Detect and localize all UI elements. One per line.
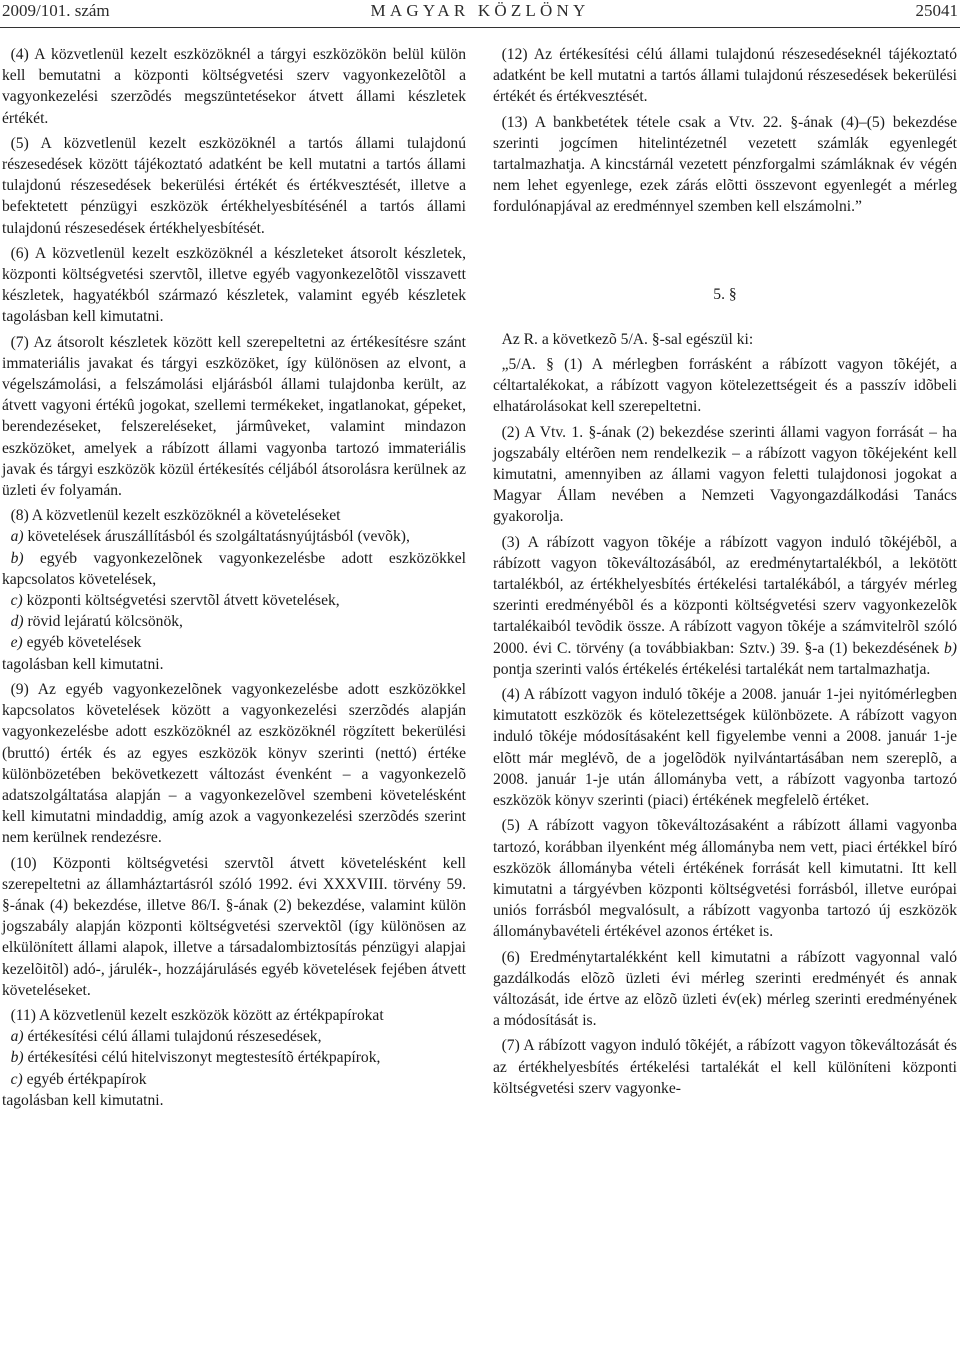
paragraph-8: (8) A közvetlenül kezelt eszközöknél a követeléseket [10,507,341,525]
list-item-8d [2,611,466,632]
list-label: b) [10,549,24,567]
list-label: a) [10,528,24,546]
paragraph-7: (7) Az átsorolt készletek között kell szerepeltetni az értékesítésre szánt immateriális javakat és tárgyi eszközöket, így különösen az elvont, a végelszámolási, a felszámolási eljárásból állami tulajdonba került, az átvett vagyoni értékû jogokat, szellemi termékeket, ingatlanokat, gépeket, berendezéseket, felszereléseket, jármûveket, valamint mindazon eszközöket, amelyek a rábízott állami vagyonba tartozó immateriális javak és tárgyi eszközök közül értékesítés céljából átsorolásra kerülnek az üzleti év folyamán. [2,333,466,500]
paragraph-6: (6) A közvetlenül kezelt eszközöknél a készleteket átsorolt készletek, központi költségvetési szervtõl, illetve egyéb vagyonkezelõtõl visszavett készletek, hagyatékból származó készletek, valamint egyéb készletek tagolásban kell kimutatni. [2,244,466,326]
list-item-8a [2,526,466,547]
list-end-8: tagolásban kell kimutatni. [2,655,164,673]
list-item-8c [2,590,466,611]
list-label: c) [10,1070,23,1088]
article-5a-para-4: (4) A rábízott vagyon induló tõkéje a 2008. január 1-jei nyitómérlegben kimutatott eszközök és kötelezettségek különbözete. A rábízott vagyon induló tõkéje módosításaként kell figyelembe venni a 2008. január 1-je elõtt már meglévõ, de a jogelõdök nyilvántartásában nem szereplõ, a 2008. január 1-je után állományba vett, a rábízott vagyonba tartozó eszközök könyv szerinti (piaci) értékének megfelelõ értéket. [493,686,957,810]
paragraph-11: (11) A közvetlenül kezelt eszközök között az értékpapírokat [10,1006,384,1024]
publication-title: MAGYAR KÖZLÖNY [370,1,590,20]
list-item-11b [2,1047,466,1068]
paragraph-4: (4) A közvetlenül kezelt eszközöknél a tárgyi eszközökön belül külön kell bemutatni a központi költségvetési szerv vagyonkezelõtõl a vagyonkezelési szerzõdés megszüntetésekor átvett állami készletek értékét. [2,46,466,127]
list-label: c) [10,592,23,610]
article-5a-para-6: (6) Eredménytartalékként kell kimutatni a rábízott vagyonnal való gazdálkodás elõzõ üzleti évi mérleg szerinti eredményét és annak változását, ide értve az elõzõ üzleti év(ek) mérleg szerinti eredményének a módosítását is. [493,948,957,1030]
paragraph-5: (5) A közvetlenül kezelt eszközöknél a tartós állami tulajdonú részesedések között tájékoztató adatként be kell mutatni a tartós állami tulajdonú részesedések bekerülési értékét és értékvesztését, illetve a befektetett pénzügyi eszközök értékhelyesbítésénél a tartós állami tulajdonú részesedések értékhelyesbítését. [2,134,466,237]
list-label: e) [10,634,23,652]
list-label: d) [10,613,24,631]
list-item-11c [2,1069,466,1090]
para-text: (3) A rábízott vagyon tõkéje a rábízott vagyon induló tõkéjébõl, a rábízott vagyon tõkeváltozásából, az eredménytartalékból, a lekötött tartalékból, az értékhelyesbítés értékelési tartalékából, a tárgyév mérleg szerinti eredményébõl és a központi költségvetési szerv vagyonkezelõk tartalékaiból tevõdik össze. A rábízott vagyon tõkéje a számvitelrõl szóló 2000. évi C. törvény (a továbbiakban: Sztv.) 39. §-a (1) bekezdésének [493,533,957,657]
list-text: értékesítési célú hitelviszonyt megtestesítõ értékpapírok, [27,1049,381,1067]
list-text: értékesítési célú állami tulajdonú részesedések, [27,1028,322,1046]
article-5a-para-5: (5) A rábízott vagyon tõkeváltozásaként a rábízott állami vagyonba tartozó, korábban ilyenként még állományba nem vett, piaci értékkel bíró eszközök állományba vételi értékének forrását kell kimutatni. Itt kell kimutatni a tárgyévben központi költségvetési forrásból, illetve európai uniós forrásból megvalósult, a rábízott vagyonba tartozó új eszközök állománybavételi értékével azonos értéket is. [493,817,957,941]
article-5a-para-7: (7) A rábízott vagyon induló tõkéjét, a rábízott vagyon tõkeváltozását és az értékhelyesbítés értékelési tartalékát el kell különíteni központi költségvetési szerv vagyonke- [493,1037,957,1097]
right-column [493,44,957,1099]
list-text: követelések áruszállításból és szolgáltatásnyújtásból (vevõk), [27,528,410,546]
list-label: b) [10,1049,24,1067]
paragraph-10: (10) Központi költségvetési szervtõl átvett követelésként kell szerepeltetni az államháztartásról szóló 1992. évi XXXVIII. törvény 59. §-ának (4) bekezdése, illetve 86/I. §-ának (2) bekezdése, valamint külön jogszabály alapján központi költségvetési szervektõl (így különösen az elkülönített állami alapok, illetve a társadalombiztosítás pénzügyi alapjai kezelõitõl) adó-, járulék-, hozzájárulásés egyéb követelések fejében átvett követeléseket. [2,854,466,999]
list-item-8b [2,548,466,590]
amendment-intro: Az R. a következõ 5/A. §-sal egészül ki: [501,330,754,348]
section-heading: 5. § [713,285,737,303]
list-text: rövid lejáratú kölcsönök, [27,613,183,631]
page-number: 25041 [915,1,958,20]
issue-number: 2009/101. szám [2,1,110,20]
article-5a-para-2: (2) A Vtv. 1. §-ának (2) bekezdése szerinti állami vagyon forrását – ha jogszabály eltérõen nem rendelkezik – a rábízott vagyon tõkéjeként kell kimutatni, amennyiben az állami vagyon feletti tulajdonosi jogokat a Magyar Állam nevében a Nemzeti Vagyongazdálkodási Tanács gyakorolja. [493,423,957,526]
list-item-8e [2,632,466,653]
list-text: egyéb vagyonkezelõnek vagyonkezelésbe adott eszközökkel kapcsolatos követelések, [2,549,466,588]
header-rule [0,27,960,28]
list-item-11a [2,1026,466,1047]
point-reference: b) [944,639,957,657]
list-text: egyéb követelések [26,634,142,652]
list-text: egyéb értékpapírok [26,1070,147,1088]
para-text: pontja szerinti valós értékelés értékelési tartalékát nem tartalmazhatja. [493,660,931,678]
list-text: központi költségvetési szervtõl átvett követelések, [26,592,340,610]
paragraph-9: (9) Az egyéb vagyonkezelõnek vagyonkezelésbe adott eszközökkel kapcsolatos követelések között a vagyonkezelési szerzõdés alapján vagyonkezelésbe adott eszközöknél az eszközöknél rögzített bekerülési (bruttó) érték és az egyes eszközök könyv szerinti (nettó) értéke különbözetében bekövetkezett változást évenként – a vagyonkezelõ adatszolgáltatása alapján – a vagyonkezelõvel szembeni követelésként kell kimutatni mindaddig, amíg azok a vagyonkezelési szerzõdés szerint nem kerülnek rendezésre. [2,680,466,847]
paragraph-13: (13) A bankbetétek tétele csak a Vtv. 22. §-ának (4)–(5) bekezdése szerinti jogcímen hitelintézetnél vezetett számlák egyenlegét tartalmazhatja. A kincstárnál vezetett pénzforgalmi számláknak év végén nem lehet egyenlege, ezek zárás elõtti összevont egyenlegét a mérleg fordulónapjával az eredménnyel szemben kell elszámolni.” [493,113,957,216]
left-column [2,44,466,1111]
page-header [0,0,960,26]
list-label: a) [10,1028,24,1046]
list-end-11: tagolásban kell kimutatni. [2,1091,164,1109]
article-5a-para-1: „5/A. § (1) A mérlegben forrásként a rábízott vagyon tõkéjét, a céltartalékokat, a rábízott vagyon kötelezettségeit és a passzív idõbeli elhatárolásokat kell szerepeltetni. [493,356,957,416]
article-5a-para-3 [493,532,957,680]
paragraph-12: (12) Az értékesítési célú állami tulajdonú részesedéseknél tájékoztató adatként be kell mutatni a tartós állami tulajdonú részesedések bekerülési értékét és értékvesztését. [493,46,957,106]
